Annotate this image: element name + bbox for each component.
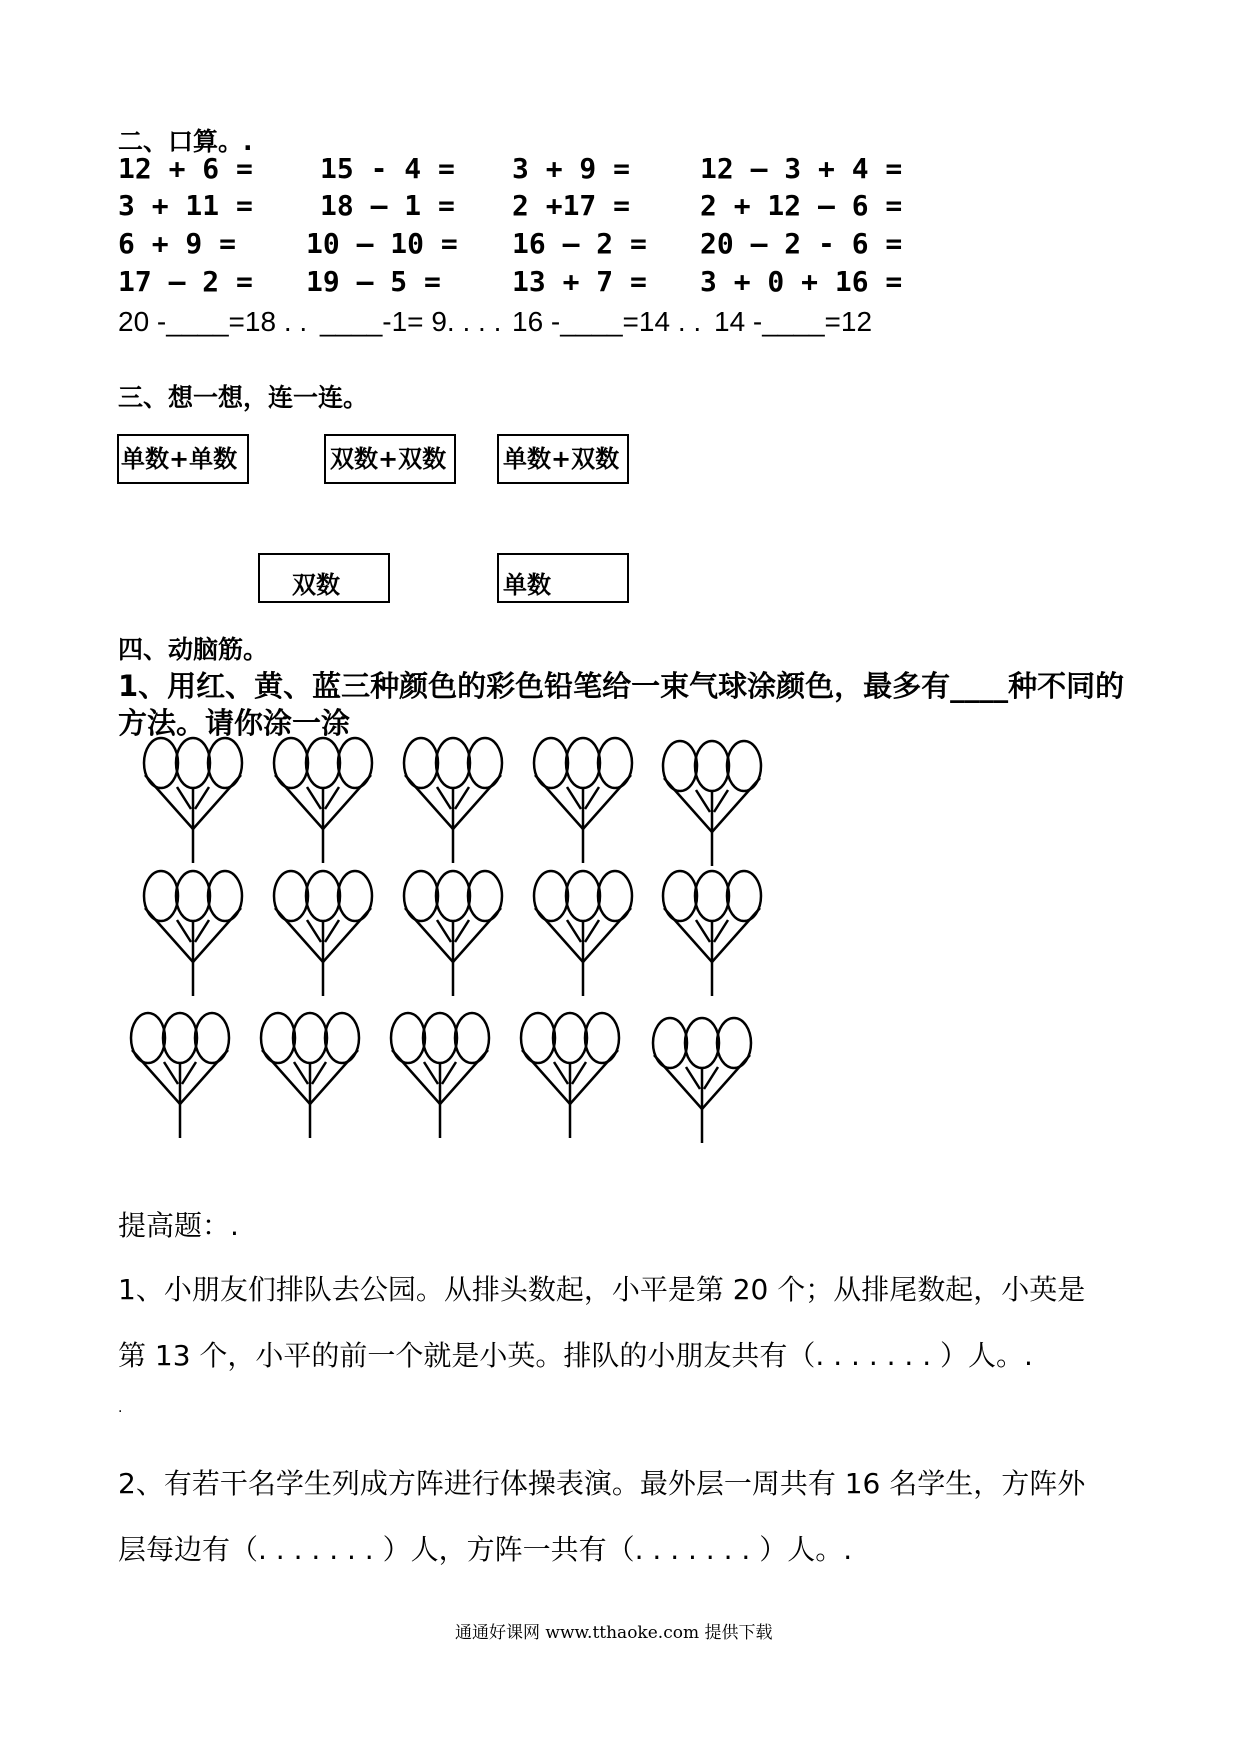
balloon-bunch [144, 738, 242, 863]
section3-heading: 三、想一想，连一连。 [118, 383, 369, 412]
advanced-heading: 提高题：. [118, 1209, 239, 1242]
balloon-string [307, 787, 321, 809]
balloon-outline [306, 738, 340, 788]
equation: 15 - 4 = [320, 152, 455, 185]
balloon-outline [293, 1013, 327, 1063]
fill-blank-equation: 20 -____=18 . . [118, 306, 308, 337]
balloon-bunch [274, 738, 372, 863]
equation: 19 – 5 = [306, 265, 441, 298]
balloon-string [424, 1062, 438, 1084]
balloon-string [704, 1067, 718, 1089]
balloon-string [325, 920, 339, 942]
balloon-outline [436, 738, 470, 788]
balloon-outline [306, 871, 340, 921]
balloon-string [554, 1062, 568, 1084]
balloon-outline [695, 741, 729, 791]
balloon-string [325, 787, 339, 809]
balloon-string [177, 920, 191, 942]
balloon-bunch [404, 738, 502, 863]
balloon-string [442, 1062, 456, 1084]
balloon-bunch [274, 871, 372, 996]
footer-text: 通通好课网 www.tthaoke.com 提供下载 [455, 1623, 773, 1643]
balloon-string [696, 790, 710, 812]
equation: 3 + 0 + 16 = [700, 265, 903, 298]
equation: 12 + 6 = [118, 152, 253, 185]
balloon-outline [423, 1013, 457, 1063]
match-box-label: 双数 [292, 571, 340, 599]
match-box-label: 单数+单数 [121, 445, 238, 473]
fill-blank-equation: ____-1= 9. . . . [320, 306, 502, 337]
equation: 12 – 3 + 4 = [700, 152, 903, 185]
match-box-label: 双数+双数 [330, 445, 447, 473]
equation: 17 – 2 = [118, 265, 253, 298]
balloon-outline [176, 871, 210, 921]
balloon-outline [685, 1018, 719, 1068]
balloon-bunch [144, 871, 242, 996]
balloon-string [572, 1062, 586, 1084]
balloon-outline [566, 738, 600, 788]
balloon-outline [163, 1013, 197, 1063]
balloon-outline [436, 871, 470, 921]
fill-blank-equation: 16 -____=14 . . [512, 306, 702, 337]
problem-2-line-1: 2、有若干名学生列成方阵进行体操表演。最外层一周共有 16 名学生，方阵外 [118, 1467, 1086, 1500]
problem-2-line-2: 层每边有（. . . . . . . ）人，方阵一共有（. . . . . . . ）人。. [118, 1533, 853, 1566]
balloon-bunch [534, 738, 632, 863]
balloon-string [714, 790, 728, 812]
equation: 18 – 1 = [320, 189, 455, 222]
section2-heading: 二、口算。. [118, 127, 253, 156]
balloon-string [455, 920, 469, 942]
stray-dot: . [118, 1400, 123, 1416]
balloon-string [437, 920, 451, 942]
balloon-outline [695, 871, 729, 921]
balloon-outline [566, 871, 600, 921]
balloon-bunch [261, 1013, 359, 1138]
equation: 13 + 7 = [512, 265, 647, 298]
question-1-line-1: 1、用红、黄、蓝三种颜色的彩色铅笔给一束气球涂颜色，最多有____种不同的 [118, 669, 1125, 703]
balloon-string [182, 1062, 196, 1084]
balloon-outline [553, 1013, 587, 1063]
balloon-string [195, 920, 209, 942]
balloon-bunch [131, 1013, 229, 1138]
balloon-bunch [391, 1013, 489, 1138]
balloon-string [567, 920, 581, 942]
balloon-bunch [653, 1018, 751, 1143]
match-box-label: 单数 [503, 571, 551, 599]
balloon-string [585, 787, 599, 809]
equation: 10 – 10 = [306, 227, 458, 260]
balloon-string [696, 920, 710, 942]
fill-blank-equation: 14 -____=12 [714, 306, 873, 337]
balloon-string [177, 787, 191, 809]
equation: 2 + 12 – 6 = [700, 189, 903, 222]
equation: 6 + 9 = [118, 227, 237, 260]
equation: 3 + 11 = [118, 189, 253, 222]
match-box-label: 单数+双数 [503, 445, 620, 473]
balloon-bunch [663, 741, 761, 866]
balloon-string [686, 1067, 700, 1089]
section4-heading: 四、动脑筋。 [118, 635, 269, 664]
balloon-string [585, 920, 599, 942]
equation: 2 +17 = [512, 189, 631, 222]
balloon-string [437, 787, 451, 809]
balloon-bunch [534, 871, 632, 996]
balloon-string [164, 1062, 178, 1084]
balloon-outline [176, 738, 210, 788]
balloon-string [307, 920, 321, 942]
equation: 20 – 2 - 6 = [700, 227, 903, 260]
balloon-bunch [521, 1013, 619, 1138]
problem-1-line-2: 第 13 个，小平的前一个就是小英。排队的小朋友共有（. . . . . . . ）人。. [118, 1339, 1033, 1372]
balloon-bunch [663, 871, 761, 996]
balloon-bunch [404, 871, 502, 996]
balloon-string [294, 1062, 308, 1084]
balloon-string [714, 920, 728, 942]
equation: 3 + 9 = [512, 152, 631, 185]
equation: 16 – 2 = [512, 227, 647, 260]
balloon-string [312, 1062, 326, 1084]
problem-1-line-1: 1、小朋友们排队去公园。从排头数起，小平是第 20 个；从排尾数起，小英是 [118, 1273, 1086, 1306]
balloon-string [195, 787, 209, 809]
balloon-string [567, 787, 581, 809]
balloon-string [455, 787, 469, 809]
question-1-line-2: 方法。请你涂一涂 [118, 706, 351, 740]
